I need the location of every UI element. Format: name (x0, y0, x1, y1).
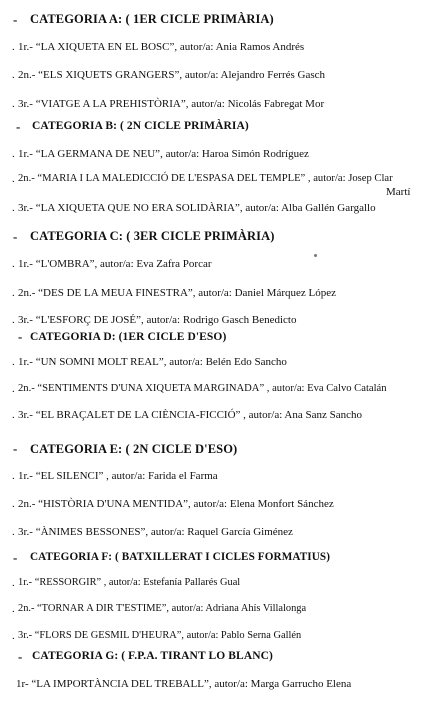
dot-marker: . (12, 577, 15, 589)
entry-d-2: 2n.- “SENTIMENTS D'UNA XIQUETA MARGINADA” , autor/a: Eva Calvo Catalán (18, 383, 387, 394)
dot-marker: . (12, 258, 15, 270)
dot-marker: . (12, 630, 15, 642)
dot-marker: . (12, 202, 15, 214)
dot-marker: . (12, 498, 15, 510)
dot-marker: . (12, 314, 15, 326)
entry-f-2: 2n.- “TORNAR A DIR T'ESTIME”, autor/a: Adriana Ahís Villalonga (18, 603, 307, 614)
bullet-marker: - (13, 229, 18, 244)
entry-e-3: 3r.- “ÀNIMES BESSONES”, autor/a: Raquel García Giménez (18, 526, 293, 538)
speck-mark (314, 254, 317, 257)
entry-b-2-continuation: Martí (386, 186, 411, 198)
entry-f-3: 3r.- “FLORS DE GESMIL D'HEURA”, autor/a: Pablo Serna Gallén (18, 630, 302, 641)
entry-e-1: 1r.- “EL SILENCI” , autor/a: Farida el Farma (18, 470, 218, 482)
category-heading-e: CATEGORIA E: ( 2N CICLE D'ESO) (30, 442, 238, 456)
dot-marker: . (12, 98, 15, 110)
dot-marker: . (12, 526, 15, 538)
entry-a-1: 1r.- “LA XIQUETA EN EL BOSC”, autor/a: Ania Ramos Andrés (18, 41, 305, 53)
entry-b-2: 2n.- “MARIA I LA MALEDICCIÓ DE L'ESPASA DEL TEMPLE” , autor/a: Josep Clar (18, 173, 393, 184)
category-heading-g: CATEGORIA G: ( F.P.A. TIRANT LO BLANC) (32, 650, 273, 662)
entry-d-1: 1r.- “UN SOMNI MOLT REAL”, autor/a: Belén Edo Sancho (18, 356, 287, 368)
dot-marker: . (12, 69, 15, 81)
category-heading-c: CATEGORIA C: ( 3ER CICLE PRIMÀRIA) (30, 229, 275, 243)
dot-marker: . (12, 470, 15, 482)
entry-b-1: 1r.- “LA GERMANA DE NEU”, autor/a: Haroa Simón Rodríguez (18, 148, 309, 160)
dot-marker: . (12, 409, 15, 421)
dot-marker: . (12, 383, 15, 395)
entry-e-2: 2n.- “HISTÒRIA D'UNA MENTIDA”, autor/a: Elena Monfort Sánchez (18, 498, 334, 510)
entry-d-3: 3r.- “EL BRAÇALET DE LA CIÈNCIA-FICCIÓ” , autor/a: Ana Sanz Sancho (18, 409, 363, 421)
dot-marker: . (12, 603, 15, 615)
bullet-marker: - (18, 329, 23, 344)
entry-b-3: 3r.- “LA XIQUETA QUE NO ERA SOLIDÀRIA”, autor/a: Alba Gallén Gargallo (18, 202, 376, 214)
bullet-marker: - (16, 119, 21, 134)
entry-c-2: 2n.- “DES DE LA MEUA FINESTRA”, autor/a: Daniel Márquez López (18, 287, 337, 299)
bullet-marker: - (18, 649, 23, 664)
entry-c-3: 3r.- “L'ESFORÇ DE JOSÉ”, autor/a: Rodrigo Gasch Benedicto (18, 314, 297, 326)
entry-c-1: 1r.- “L'OMBRA”, autor/a: Eva Zafra Porcar (18, 258, 212, 270)
category-heading-f: CATEGORIA F: ( BATXILLERAT I CICLES FORMATIUS) (30, 551, 331, 563)
entry-a-3: 3r.- “VIATGE A LA PREHISTÒRIA”, autor/a: Nicolás Fabregat Mor (18, 98, 325, 110)
bullet-marker: - (13, 441, 18, 456)
bullet-marker: - (13, 12, 18, 27)
entry-f-1: 1r.- “RESSORGIR” , autor/a: Estefanía Pallarés Gual (18, 577, 241, 588)
dot-marker: . (12, 148, 15, 160)
bullet-marker: - (13, 550, 18, 565)
category-heading-b: CATEGORIA B: ( 2N CICLE PRIMÀRIA) (32, 120, 249, 132)
dot-marker: . (12, 41, 15, 53)
entry-g-1: 1r- “LA IMPORTÀNCIA DEL TREBALL”, autor/a: Marga Garrucho Elena (16, 678, 352, 690)
category-heading-a: CATEGORIA A: ( 1ER CICLE PRIMÀRIA) (30, 12, 274, 26)
entry-a-2: 2n.- “ELS XIQUETS GRANGERS”, autor/a: Alejandro Ferrés Gasch (18, 69, 326, 81)
dot-marker: . (12, 287, 15, 299)
dot-marker: . (12, 173, 15, 185)
dot-marker: . (12, 356, 15, 368)
category-heading-d: CATEGORIA D: (1ER CICLE D'ESO) (30, 331, 227, 343)
